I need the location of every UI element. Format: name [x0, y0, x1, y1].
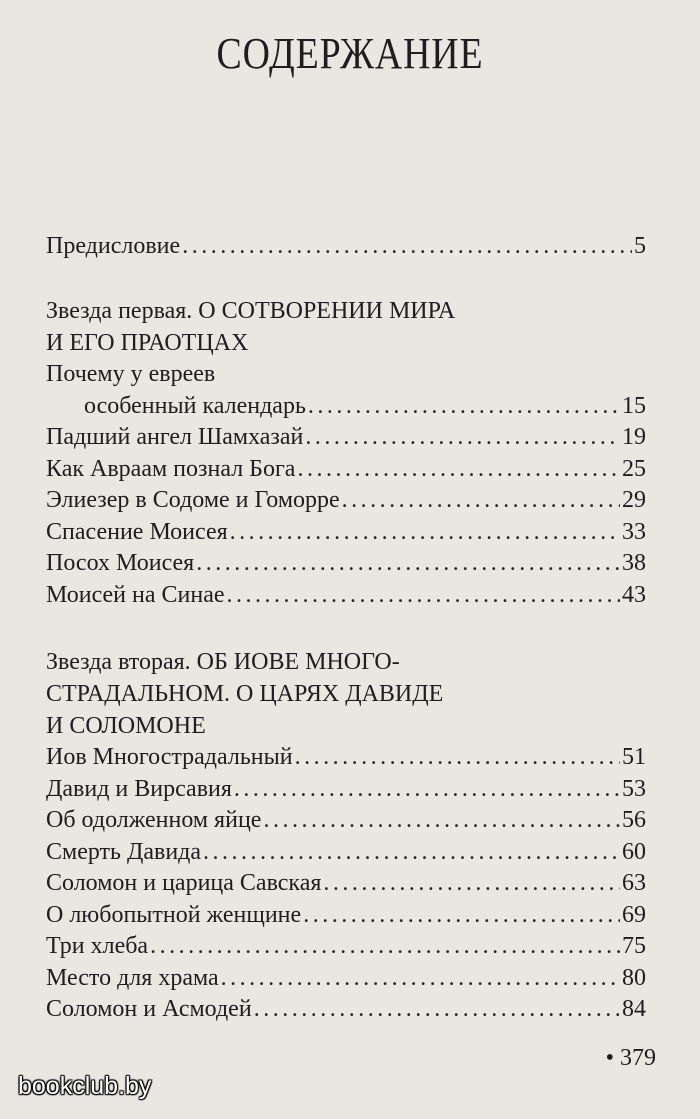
toc-entry-page: 75	[622, 933, 646, 959]
toc-entry-page: 29	[622, 487, 646, 513]
section-heading	[46, 646, 646, 742]
toc-entry	[46, 994, 646, 1026]
toc-entry-title: Иов Многострадальный	[46, 744, 293, 770]
toc-entry-title: Моисей на Синае	[46, 581, 225, 608]
toc-entry-title: Давид и Вирсавия	[46, 775, 232, 802]
leader-dots	[305, 422, 620, 454]
toc-entry-title: Смерть Давида	[46, 838, 202, 865]
toc-entry	[46, 517, 646, 549]
toc-entry-page: 15	[622, 392, 646, 419]
toc-entry-title: О любопытной женщине	[46, 901, 302, 928]
section-heading-line: И СОЛОМОНЕ	[46, 713, 206, 739]
section-heading-line: Звезда первая. О СОТВОРЕНИИ МИРА	[46, 298, 456, 324]
toc-entry	[46, 931, 646, 963]
leader-dots	[150, 931, 620, 963]
section-heading-line: СТРАДАЛЬНОМ. О ЦАРЯХ ДАВИДЕ	[46, 681, 444, 707]
toc-entry	[46, 580, 646, 612]
toc-section-1	[46, 295, 646, 611]
toc-entry	[46, 454, 646, 486]
toc-entry-title: Место для храма	[46, 964, 219, 991]
toc-entry-page: 53	[622, 775, 646, 802]
toc-entry-page: 33	[622, 518, 646, 545]
toc-entry	[46, 805, 646, 837]
toc-entry-title: Три хлеба	[46, 933, 149, 959]
toc-entry-title: особенный календарь	[84, 392, 306, 419]
leader-dots	[342, 485, 620, 517]
toc-entry-page: 25	[622, 455, 646, 482]
toc-entry-page: 51	[622, 744, 646, 770]
leader-dots	[234, 774, 620, 806]
watermark: bookclub.by	[18, 1072, 152, 1100]
toc-entry-title: Падший ангел Шамхазай	[46, 424, 304, 450]
toc-entry-page: 60	[622, 838, 646, 865]
section-heading-line: Звезда вторая. ОБ ИОВЕ МНОГО-	[46, 649, 400, 675]
toc-entry	[46, 548, 646, 580]
leader-dots	[323, 868, 620, 900]
toc-entry-title: Элиезер в Содоме и Гоморре	[46, 487, 340, 513]
toc-entry	[46, 422, 646, 454]
leader-dots	[203, 837, 620, 869]
leader-dots	[254, 994, 620, 1026]
leader-dots	[297, 454, 620, 486]
leader-dots	[263, 805, 620, 837]
leader-dots	[221, 963, 620, 995]
toc-entry-title: Почему у евреев	[46, 361, 216, 387]
toc-entry-title: Соломон и Асмодей	[46, 996, 252, 1022]
toc-entry-page: 19	[622, 424, 646, 450]
toc-entry-page: 84	[622, 996, 646, 1022]
toc-entry-page: 80	[622, 964, 646, 991]
toc-entry	[46, 231, 646, 263]
toc-entry-title: Об одолженном яйце	[46, 807, 262, 833]
leader-dots	[308, 391, 620, 423]
toc-section-2	[46, 646, 646, 1026]
page-number: • 379	[605, 1045, 656, 1071]
toc-entry-title: Посох Моисея	[46, 550, 195, 576]
toc-entry-title: Как Авраам познал Бога	[46, 455, 296, 482]
leader-dots	[230, 517, 620, 549]
toc-entry	[46, 837, 646, 869]
toc-entry-page: 43	[622, 581, 646, 608]
page-title: СОДЕРЖАНИЕ	[216, 29, 484, 78]
toc-entry-title: Соломон и царица Савская	[46, 870, 322, 896]
leader-dots	[303, 900, 620, 932]
toc-entry	[46, 900, 646, 932]
section-heading	[46, 295, 646, 359]
leader-dots	[227, 580, 620, 612]
toc-entry	[46, 742, 646, 774]
toc-entry-page: 38	[622, 550, 646, 576]
leader-dots	[182, 231, 632, 263]
toc-entry-title: Предисловие	[46, 233, 181, 259]
toc-entry-page: 56	[622, 807, 646, 833]
toc-entry	[46, 485, 646, 517]
toc-entry-title: Спасение Моисея	[46, 518, 228, 545]
toc-entry	[46, 963, 646, 995]
leader-dots	[295, 742, 620, 774]
toc-entry	[46, 391, 646, 423]
toc-entry-page: 5	[634, 233, 646, 259]
toc-entry	[46, 774, 646, 806]
toc-preface	[46, 231, 646, 263]
toc-entry-page: 63	[622, 870, 646, 896]
leader-dots	[196, 548, 620, 580]
toc-entry-page: 69	[622, 901, 646, 928]
section-heading-line: И ЕГО ПРАОТЦАХ	[46, 330, 249, 356]
toc-entry	[46, 868, 646, 900]
